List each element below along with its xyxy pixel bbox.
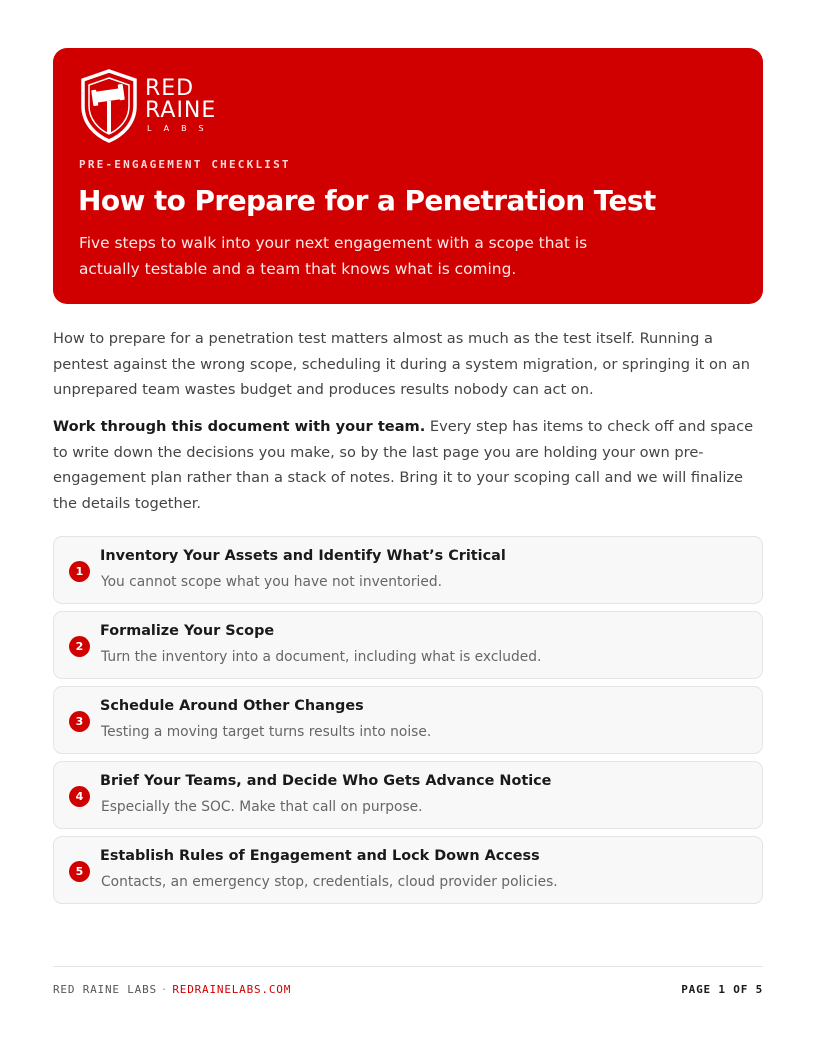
step-card: [53, 686, 763, 754]
page-label: PAGE: [681, 983, 711, 996]
step-description: You cannot scope what you have not inventoried.: [101, 574, 442, 590]
step-title: Schedule Around Other Changes: [100, 698, 364, 714]
steps-list: [53, 536, 763, 911]
page-current: 1: [718, 983, 726, 996]
step-number-badge: 5: [69, 861, 90, 882]
brand-line-2: RAINE: [145, 98, 217, 123]
footer-brand: [53, 983, 291, 996]
step-description: Contacts, an emergency stop, credentials, cloud provider policies.: [101, 874, 558, 890]
hero-eyebrow: PRE-ENGAGEMENT CHECKLIST: [79, 158, 291, 171]
intro-paragraph: How to prepare for a penetration test matters almost as much as the test itself. Running a pentest against the wrong scope, scheduling it during a system migration, or springing it on an unprepared team wastes budget and produces results nobody can act on.: [53, 330, 751, 398]
page-indicator: [681, 983, 763, 996]
page-title: How to Prepare for a Penetration Test: [78, 184, 656, 217]
step-description: Especially the SOC. Make that call on purpose.: [101, 799, 423, 815]
footer-separator: ·: [160, 983, 169, 996]
page-of: OF: [733, 983, 749, 996]
brand-line-3: LABS: [147, 124, 216, 133]
step-title: Establish Rules of Engagement and Lock Down Access: [100, 848, 540, 864]
shield-gavel-icon: [78, 68, 140, 144]
step-title: Inventory Your Assets and Identify What’s Critical: [100, 548, 506, 564]
step-card: [53, 836, 763, 904]
step-description: Testing a moving target turns results into noise.: [101, 724, 432, 740]
step-number-badge: 1: [69, 561, 90, 582]
brand-line-1: RED: [145, 76, 195, 101]
step-number-badge: 3: [69, 711, 90, 732]
step-card: [53, 761, 763, 829]
page-total: 5: [755, 983, 763, 996]
step-title: Formalize Your Scope: [100, 623, 275, 639]
step-description: Turn the inventory into a document, including what is excluded.: [101, 649, 542, 665]
footer-divider: [53, 966, 763, 967]
step-card: [53, 536, 763, 604]
footer-company: RED RAINE LABS: [53, 983, 157, 996]
hero-subtitle: Five steps to walk into your next engagement with a scope that is actually testable and a team that knows what is coming.: [79, 234, 588, 278]
hero-banner: [53, 48, 763, 304]
instructions-body: Every step has items to check off and space to write down the decisions you make, so by the last page you are holding your own pre-engagement plan rather than a stack of notes. Bring it to your scoping call and we will finalize the details together.: [53, 418, 754, 512]
step-card: [53, 611, 763, 679]
instructions-lead: Work through this document with your team.: [53, 418, 426, 435]
brand-wordmark: [145, 78, 216, 133]
step-number-badge: 4: [69, 786, 90, 807]
footer-website-link[interactable]: REDRAINELABS.COM: [172, 983, 292, 996]
instructions-paragraph: [53, 414, 765, 516]
step-title: Brief Your Teams, and Decide Who Gets Advance Notice: [100, 773, 552, 789]
step-number-badge: 2: [69, 636, 90, 657]
